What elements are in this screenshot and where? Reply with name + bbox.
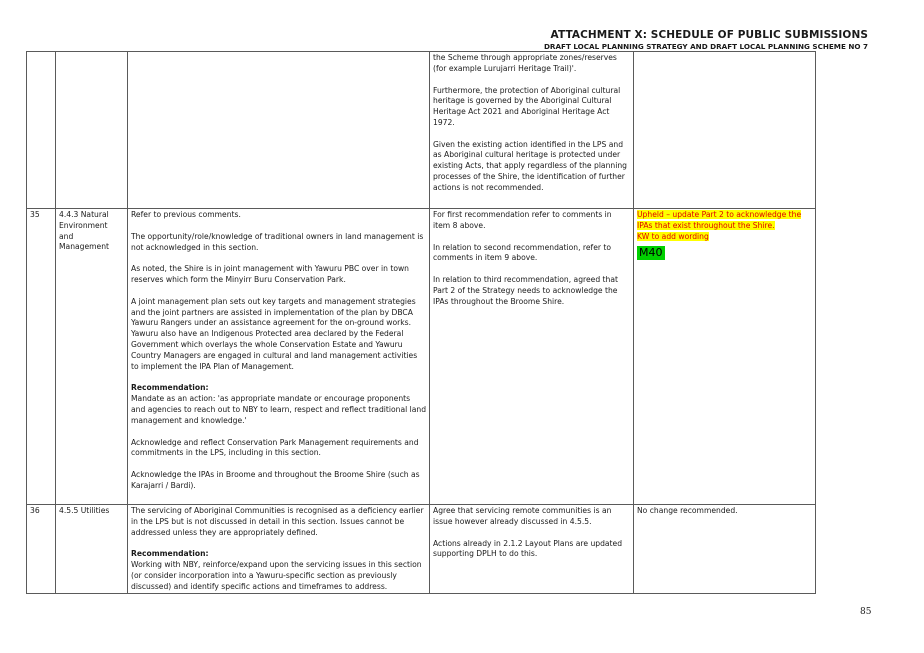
table-row xyxy=(27,505,816,594)
response-paragraph: Actions already in 2.1.2 Layout Plans are updated supporting DPLH to do this. xyxy=(433,538,623,559)
table-row xyxy=(27,209,816,505)
submission-paragraph: Mandate as an action: 'as appropriate mandate or encourage proponents and agencies to reach out to NBY to learn, respect and reflect traditional land management and knowledge.' xyxy=(131,394,427,425)
submissions-table xyxy=(26,51,816,594)
status-badge: M40 xyxy=(639,246,663,260)
highlighted-note: KW to add wording xyxy=(637,231,709,241)
section-cell xyxy=(56,52,128,209)
submission-paragraph: Refer to previous comments. xyxy=(131,210,241,219)
submission-paragraph: Acknowledge and reflect Conservation Park Management requirements and commitments in the LPS, including in this section. xyxy=(131,437,419,458)
submission-cell xyxy=(128,505,430,594)
submission-cell xyxy=(128,209,430,505)
submission-paragraph: The opportunity/role/knowledge of traditional owners in land management is not acknowledged in this section. xyxy=(131,231,424,252)
row-number-cell: 35 xyxy=(27,209,56,505)
recommendation-heading: Recommendation: xyxy=(131,549,209,559)
response-cell xyxy=(430,209,634,505)
table-row xyxy=(27,52,816,209)
submission-paragraph: Working with NBY, reinforce/expand upon the servicing issues in this section (or consider incorporation into a Yawuru-specific section as previously discussed) and identify specific actions and timeframes to address. xyxy=(131,560,422,591)
response-paragraph: Given the existing action identified in the LPS and as Aboriginal cultural heritage is protected under existing Acts, that apply regardless of the planning processes of the Shire, the identification of further actions is not recommended. xyxy=(433,139,627,192)
document-title: ATTACHMENT X: SCHEDULE OF PUBLIC SUBMISSIONS xyxy=(550,29,868,41)
page-number: 85 xyxy=(860,607,872,617)
highlighted-recommendation: Upheld – update Part 2 to acknowledge the IPAs that exist throughout the Shire. xyxy=(637,210,802,230)
recommendation-heading: Recommendation: xyxy=(131,383,209,393)
response-paragraph: Agree that servicing remote communities is an issue however already discussed in 4.5.5. xyxy=(433,506,612,526)
submission-paragraph: Acknowledge the IPAs in Broome and throughout the Broome Shire (such as Karajarri / Bardi). xyxy=(131,470,420,490)
document-subtitle: DRAFT LOCAL PLANNING STRATEGY AND DRAFT LOCAL PLANNING SCHEME NO 7 xyxy=(543,42,868,51)
row-number-cell xyxy=(27,52,56,209)
response-paragraph: the Scheme through appropriate zones/reserves (for example Lurujarri Heritage Trail)'. xyxy=(433,53,617,73)
response-cell xyxy=(430,505,634,594)
response-paragraph: For first recommendation refer to comments in item 8 above. xyxy=(433,210,612,230)
submission-cell xyxy=(128,52,430,209)
recommendation-cell xyxy=(634,52,816,209)
submission-paragraph: A joint management plan sets out key targets and management strategies and the joint partners are assisted in implementation of the plan by DBCA Yawuru Rangers under an assistance agreement for the on-ground works. Yawuru also have an Indigenous Protected area declared by the Federal Government which overlays the whole Conservation Estate and Yawuru Country Managers are engaged in cultural and land management activities to implement the IPA Plan of Management. xyxy=(131,296,418,371)
response-paragraph: In relation to third recommendation, agreed that Part 2 of the Strategy needs to acknowledge the IPAs throughout the Broome Shire. xyxy=(433,275,618,306)
row-number-cell: 36 xyxy=(27,505,56,594)
submission-paragraph: The servicing of Aboriginal Communities is recognised as a deficiency earlier in the LPS but is not discussed in detail in this section. Issues cannot be addressed unless they are appropriately defined. xyxy=(131,506,424,537)
section-cell: 4.5.5 Utilities xyxy=(56,505,128,594)
response-paragraph: Furthermore, the protection of Aboriginal cultural heritage is governed by the Aboriginal Cultural Heritage Act 2021 and Aboriginal Heritage Act 1972. xyxy=(433,85,621,127)
section-cell: 4.4.3 Natural Environment and Management xyxy=(56,209,128,505)
response-paragraph: In relation to second recommendation, refer to comments in item 9 above. xyxy=(433,242,612,263)
submission-paragraph: As noted, the Shire is in joint management with Yawuru PBC over in town reserves which form the Minyirr Buru Conservation Park. xyxy=(131,264,409,285)
response-cell xyxy=(430,52,634,209)
recommendation-cell: No change recommended. xyxy=(634,505,816,594)
recommendation-cell xyxy=(634,209,816,505)
